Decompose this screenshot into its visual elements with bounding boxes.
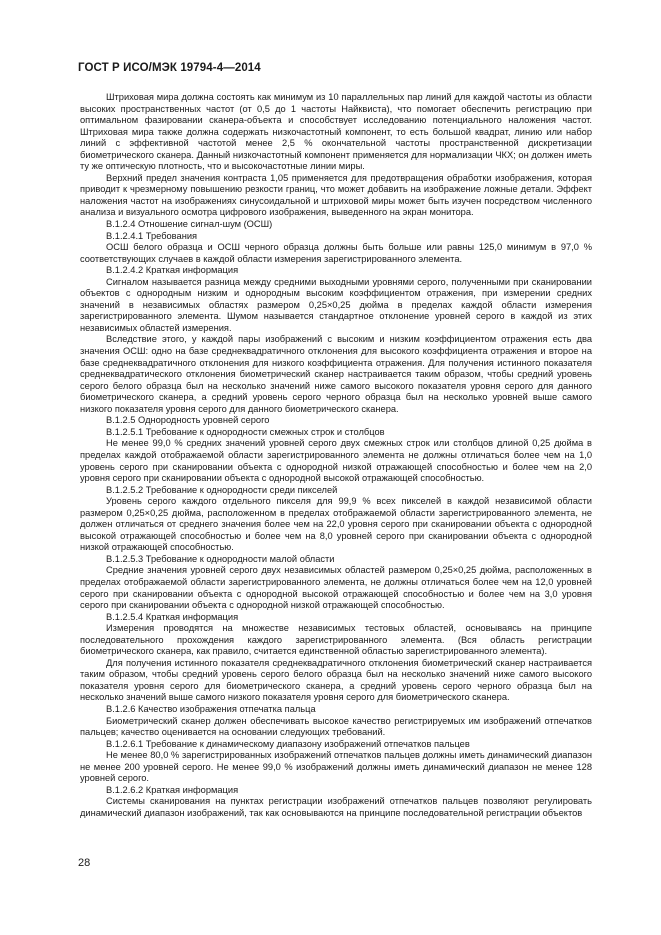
section-heading: В.1.2.4.2 Краткая информация xyxy=(106,265,239,276)
section-heading: В.1.2.5.1 Требование к однородности смежных строк и столбцов xyxy=(106,426,385,437)
section-heading: В.1.2.4.1 Требования xyxy=(106,230,198,241)
document-body xyxy=(80,92,592,819)
paragraph: Средние значения уровней серого двух независимых областей размером 0,25×0,25 дюйма, расположенных в пределах отображаемой области зарегистрированного элемента, не должны отличаться более чем на 12,0 уровней серого при сканировании объекта с однородной высокой отражающей способностью и более чем на 3,0 уровня серого при сканировании объекта с однородной низкой отражающей способностью. xyxy=(80,565,592,611)
page-number: 28 xyxy=(78,857,91,869)
paragraph: Биометрический сканер должен обеспечивать высокое качество регистрируемых им изображений отпечатков пальцев; качество оценивается на основании следующих требований. xyxy=(80,715,592,738)
section-heading: В.1.2.6 Качество изображения отпечатка пальца xyxy=(106,703,316,714)
paragraph: Вследствие этого, у каждой пары изображений с высоким и низким коэффициентом отражения есть два значения ОСШ: одно на базе среднеквадратичного отклонения для высокого коэффициента отражения и второе на базе среднеквадратичного отклонения для низкого коэффициента отражения. Для получения истинного показателя среднеквадратического отклонения биометрический сканер настраивается таким образом, чтобы средний уровень серого белого образца был на несколько значений ниже самого высокого показателя уровня серого для данного биометрического сканера, а средний уровень серого черного образца был на несколько уровней выше самого низкого показателя уровня серого для данного биометрического сканера. xyxy=(80,334,592,414)
section-heading: В.1.2.5.4 Краткая информация xyxy=(106,611,239,622)
paragraph: Измерения проводятся на множестве независимых тестовых областей, основываясь на принципе последовательного прохождения каждого зарегистрированного элемента. (Вся область регистрации биометрического сканера, как правило, считается единственной областью зарегистрированного элемента). xyxy=(80,623,592,657)
paragraph: Верхний предел значения контраста 1,05 применяется для предотвращения обработки изображения, которая приводит к чрезмерному повышению резкости границ, что может добавить на изображение ложные детали. Эффект наложения частот на изображениях синусоидальной и штриховой миры может быть изучен посредством численного анализа и визуального осмотра цифрового изображения, выведенного на экран монитора. xyxy=(80,172,592,218)
document-header: ГОСТ Р ИСО/МЭК 19794-4—2014 xyxy=(78,62,261,74)
section-heading: В.1.2.5.2 Требование к однородности среди пикселей xyxy=(106,484,338,495)
paragraph: Для получения истинного показателя среднеквадратичного отклонения биометрический сканер настраивается таким образом, чтобы средний уровень серого белого образца был на несколько значений ниже самого высокого показателя уровня серого для биометрического сканера, а средний уровень серого черного образца был на несколько значений выше самого низкого показателя уровня серого для биометрического сканера. xyxy=(80,657,592,703)
paragraph: Уровень серого каждого отдельного пикселя для 99,9 % всех пикселей в каждой независимой области размером 0,25×0,25 дюйма, расположенном в пределах отображаемой области зарегистрированного элемента, не должен отличаться от среднего значения более чем на 22,0 уровня серого при сканировании объекта с однородной высокой отражающей способностью и более чем на 8,0 уровней серого при сканировании объекта с однородной низкой отражающей способностью. xyxy=(80,496,592,553)
paragraph: Не менее 80,0 % зарегистрированных изображений отпечатков пальцев должны иметь динамический диапазон не менее 200 уровней серого. Не менее 99,0 % изображений должны иметь динамический диапазон не менее 128 уровней серого. xyxy=(80,750,592,784)
paragraph: Системы сканирования на пунктах регистрации изображений отпечатков пальцев позволяют регулировать динамический диапазон изображений, так как основываются на принципе последовательной регистрации объектов xyxy=(80,796,592,818)
paragraph: Штриховая мира должна состоять как минимум из 10 параллельных пар линий для каждой частоты из области высоких пространственных частот (от 0,5 до 1 частоты Найквиста), что помогает обеспечить регистрацию при оптимальном фазировании сканера-объекта и способствует исследованию потенциального наложения частот. Штриховая мира также должна содержать низкочастотный компонент, то есть большой квадрат, линию или набор линий с эффективной частотой менее 2,5 % окончательной частоты пространственной дискретизации биометрического сканера. Данный низкочастотный компонент применяется для нормализации ЧКХ; он должен иметь ту же оптическую плотность, что и высокочастотные линии миры. xyxy=(80,92,592,172)
section-heading: В.1.2.4 Отношение сигнал-шум (ОСШ) xyxy=(106,219,273,230)
section-heading: В.1.2.6.2 Краткая информация xyxy=(106,784,239,795)
paragraph: Сигналом называется разница между средними выходными уровнями серого, полученными при сканировании объектов с однородным низким и однородным высоким коэффициентом отражения, при измерении средних значений в независимых областях размером 0,25×0,25 дюйма в пределах каждой области измерения зарегистрированного элемента. Шумом называется стандартное отклонение уровней серого в каждой из этих независимых областей измерения. xyxy=(80,276,592,333)
paragraph: Не менее 99,0 % средних значений уровней серого двух смежных строк или столбцов длиной 0,25 дюйма в пределах каждой отображаемой области зарегистрированного элемента не должны отличаться более чем на 1,0 уровень серого при сканировании объекта с однородной низкой отражающей способностью и более чем на 2,0 уровня серого при сканировании объекта с однородной высокой отражающей способностью. xyxy=(80,438,592,484)
section-heading: В.1.2.5 Однородность уровней серого xyxy=(106,415,270,426)
paragraph: ОСШ белого образца и ОСШ черного образца должны быть больше или равны 125,0 минимум в 97,0 % соответствующих случаев в каждой области измерения зарегистрированного элемента. xyxy=(80,242,592,264)
section-heading: В.1.2.6.1 Требование к динамическому диапазону изображений отпечатков пальцев xyxy=(106,738,470,749)
section-heading: В.1.2.5.3 Требование к однородности малой области xyxy=(106,553,335,564)
